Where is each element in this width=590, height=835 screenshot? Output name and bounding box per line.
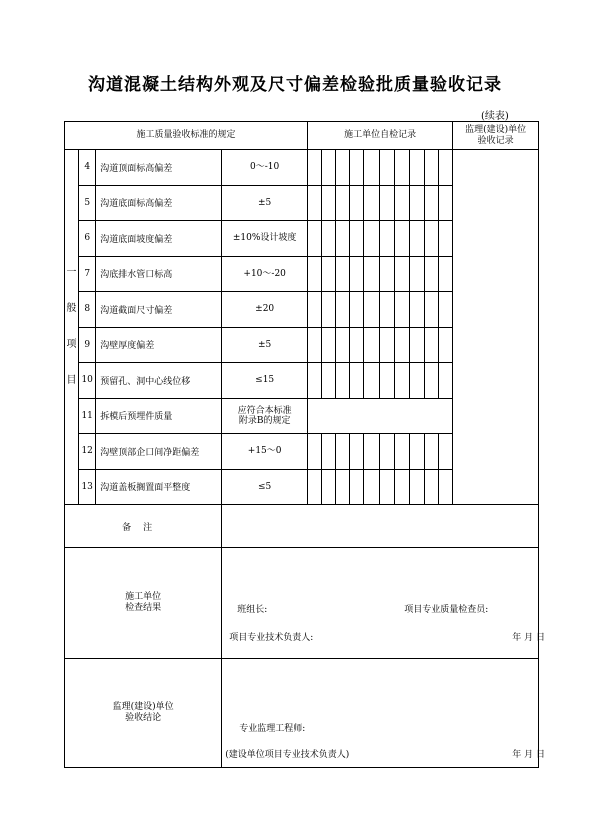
check-cell[interactable] — [308, 150, 322, 186]
check-cell[interactable] — [439, 434, 453, 470]
check-cell[interactable] — [439, 327, 453, 363]
construction-label — [65, 548, 222, 659]
item-no: 10 — [79, 363, 96, 399]
item-no: 7 — [79, 256, 96, 292]
check-cell[interactable] — [394, 185, 409, 221]
check-cell[interactable] — [350, 150, 364, 186]
header-standard: 施工质量验收标准的规定 — [65, 122, 308, 150]
check-cell[interactable] — [322, 363, 336, 399]
check-cell[interactable] — [322, 327, 336, 363]
item-std: ≤15 — [222, 363, 308, 399]
supervision-content[interactable] — [222, 659, 546, 768]
check-cell[interactable] — [394, 150, 409, 186]
check-cell[interactable] — [336, 363, 350, 399]
check-cell[interactable] — [322, 469, 336, 505]
check-cell[interactable] — [322, 185, 336, 221]
remark-row — [65, 505, 539, 548]
check-cell[interactable] — [439, 256, 453, 292]
check-cell[interactable] — [322, 150, 336, 186]
check-cell[interactable] — [322, 292, 336, 328]
item-std — [222, 398, 308, 434]
quality-inspector-label: 项目专业质量检查员: — [404, 605, 489, 615]
check-cell[interactable] — [424, 256, 438, 292]
check-cell[interactable] — [379, 292, 394, 328]
item-std: ±5 — [222, 185, 308, 221]
check-cell[interactable] — [409, 150, 424, 186]
item-no: 12 — [79, 434, 96, 470]
supervision-row — [65, 659, 539, 768]
tech-lead-label: 项目专业技术负责人: — [229, 633, 314, 643]
check-cell[interactable] — [350, 185, 364, 221]
check-cell[interactable] — [394, 469, 409, 505]
check-cell[interactable] — [364, 221, 379, 257]
item-name: 沟壁厚度偏差 — [96, 327, 222, 363]
item-name: 沟道底面坡度偏差 — [96, 221, 222, 257]
item-name: 沟道底面标高偏差 — [96, 185, 222, 221]
check-cell[interactable] — [439, 221, 453, 257]
check-cell[interactable] — [439, 185, 453, 221]
check-cell[interactable] — [322, 434, 336, 470]
check-cell[interactable] — [350, 434, 364, 470]
check-cell[interactable] — [379, 221, 394, 257]
category-general-items — [65, 150, 79, 505]
check-cell[interactable] — [394, 221, 409, 257]
check-cell[interactable] — [379, 185, 394, 221]
check-cell[interactable] — [409, 327, 424, 363]
check-cell[interactable] — [308, 327, 322, 363]
check-cell[interactable] — [364, 363, 379, 399]
item-name: 拆模后预埋件质量 — [96, 398, 222, 434]
check-cell[interactable] — [424, 221, 438, 257]
item-name: 沟道顶面标高偏差 — [96, 150, 222, 186]
check-cell[interactable] — [350, 292, 364, 328]
merged-check-cell[interactable] — [308, 398, 453, 434]
item-name: 沟壁顶部企口间净距偏差 — [96, 434, 222, 470]
category-char: 目 — [66, 375, 77, 386]
construction-label-line2: 检查结果 — [125, 603, 162, 613]
check-cell[interactable] — [379, 363, 394, 399]
check-cell[interactable] — [379, 327, 394, 363]
team-leader-label: 班组长: — [237, 605, 268, 615]
check-cell[interactable] — [424, 150, 438, 186]
header-row — [65, 122, 539, 150]
check-cell[interactable] — [336, 185, 350, 221]
check-cell[interactable] — [424, 363, 438, 399]
check-cell[interactable] — [350, 221, 364, 257]
check-cell[interactable] — [308, 469, 322, 505]
check-cell[interactable] — [364, 185, 379, 221]
item-name: 预留孔、洞中心线位移 — [96, 363, 222, 399]
item-std: +10～-20 — [222, 256, 308, 292]
supervision-label-line2: 验收结论 — [125, 713, 162, 723]
check-cell[interactable] — [322, 221, 336, 257]
construction-row — [65, 548, 539, 659]
table-row — [65, 150, 539, 186]
continued-label: (续表) — [481, 111, 509, 122]
check-cell[interactable] — [364, 434, 379, 470]
check-cell[interactable] — [424, 327, 438, 363]
check-cell[interactable] — [409, 363, 424, 399]
header-supervisor-line1: 监理(建设)单位 — [465, 124, 527, 135]
check-cell[interactable] — [350, 256, 364, 292]
supervisor-record-cell[interactable] — [453, 150, 539, 505]
check-cell[interactable] — [336, 292, 350, 328]
item-no: 6 — [79, 221, 96, 257]
category-char: 般 — [66, 303, 77, 314]
check-cell[interactable] — [394, 292, 409, 328]
check-cell[interactable] — [424, 185, 438, 221]
check-cell[interactable] — [409, 469, 424, 505]
remark-label: 备注 — [65, 505, 222, 548]
check-cell[interactable] — [336, 434, 350, 470]
item-std: ±5 — [222, 327, 308, 363]
item-std-line1: 应符合本标准 — [237, 405, 292, 416]
check-cell[interactable] — [394, 363, 409, 399]
check-cell[interactable] — [308, 185, 322, 221]
check-cell[interactable] — [350, 469, 364, 505]
owner-tech-lead-label: (建设单位项目专业技术负责人) — [225, 750, 350, 760]
category-char: 项 — [66, 339, 77, 350]
item-no: 9 — [79, 327, 96, 363]
item-no: 4 — [79, 150, 96, 186]
construction-content[interactable] — [222, 548, 546, 659]
check-cell[interactable] — [364, 469, 379, 505]
check-cell[interactable] — [409, 434, 424, 470]
check-cell[interactable] — [350, 327, 364, 363]
item-name: 沟底排水管口标高 — [96, 256, 222, 292]
construction-label-line1: 施工单位 — [125, 592, 162, 602]
item-std: ≤5 — [222, 469, 308, 505]
check-cell[interactable] — [308, 363, 322, 399]
check-cell[interactable] — [364, 256, 379, 292]
item-no: 13 — [79, 469, 96, 505]
check-cell[interactable] — [439, 469, 453, 505]
check-cell[interactable] — [336, 327, 350, 363]
check-cell[interactable] — [409, 221, 424, 257]
check-cell[interactable] — [364, 327, 379, 363]
check-cell[interactable] — [336, 256, 350, 292]
check-cell[interactable] — [308, 292, 322, 328]
check-cell[interactable] — [439, 292, 453, 328]
supervision-engineer-label: 专业监理工程师: — [239, 724, 306, 734]
check-cell[interactable] — [439, 150, 453, 186]
check-cell[interactable] — [308, 221, 322, 257]
check-cell[interactable] — [379, 256, 394, 292]
check-cell[interactable] — [308, 434, 322, 470]
check-cell[interactable] — [409, 256, 424, 292]
supervision-label-line1: 监理(建设)单位 — [112, 702, 174, 712]
item-std: ±10%设计坡度 — [222, 221, 308, 257]
check-cell[interactable] — [439, 363, 453, 399]
item-no: 5 — [79, 185, 96, 221]
category-char: 一 — [66, 267, 77, 278]
item-name: 沟道盖板搁置面平整度 — [96, 469, 222, 505]
header-supervisor-line2: 验收记录 — [477, 135, 514, 146]
inspection-table — [64, 121, 546, 768]
check-cell[interactable] — [379, 469, 394, 505]
item-name: 沟道截面尺寸偏差 — [96, 292, 222, 328]
check-cell[interactable] — [379, 434, 394, 470]
item-std-line2: 附录B的规定 — [238, 415, 291, 426]
check-cell[interactable] — [322, 256, 336, 292]
check-cell[interactable] — [379, 150, 394, 186]
header-supervisor — [453, 122, 539, 150]
check-cell[interactable] — [394, 434, 409, 470]
check-cell[interactable] — [336, 221, 350, 257]
check-cell[interactable] — [394, 327, 409, 363]
check-cell[interactable] — [350, 363, 364, 399]
check-cell[interactable] — [336, 469, 350, 505]
page-title: 沟道混凝土结构外观及尺寸偏差检验批质量验收记录 — [88, 75, 502, 95]
item-std: +15～0 — [222, 434, 308, 470]
check-cell[interactable] — [424, 434, 438, 470]
construction-date: 年 月 日 — [512, 633, 546, 643]
supervision-date: 年 月 日 — [512, 750, 546, 760]
check-cell[interactable] — [364, 150, 379, 186]
check-cell[interactable] — [409, 292, 424, 328]
check-cell[interactable] — [424, 469, 438, 505]
check-cell[interactable] — [424, 292, 438, 328]
supervision-label — [65, 659, 222, 768]
header-self-check: 施工单位自检记录 — [308, 122, 453, 150]
item-no: 11 — [79, 398, 96, 434]
check-cell[interactable] — [394, 256, 409, 292]
check-cell[interactable] — [364, 292, 379, 328]
check-cell[interactable] — [308, 256, 322, 292]
item-std: ±20 — [222, 292, 308, 328]
remark-content[interactable] — [222, 505, 539, 548]
item-no: 8 — [79, 292, 96, 328]
check-cell[interactable] — [336, 150, 350, 186]
check-cell[interactable] — [409, 185, 424, 221]
item-std: 0～-10 — [222, 150, 308, 186]
